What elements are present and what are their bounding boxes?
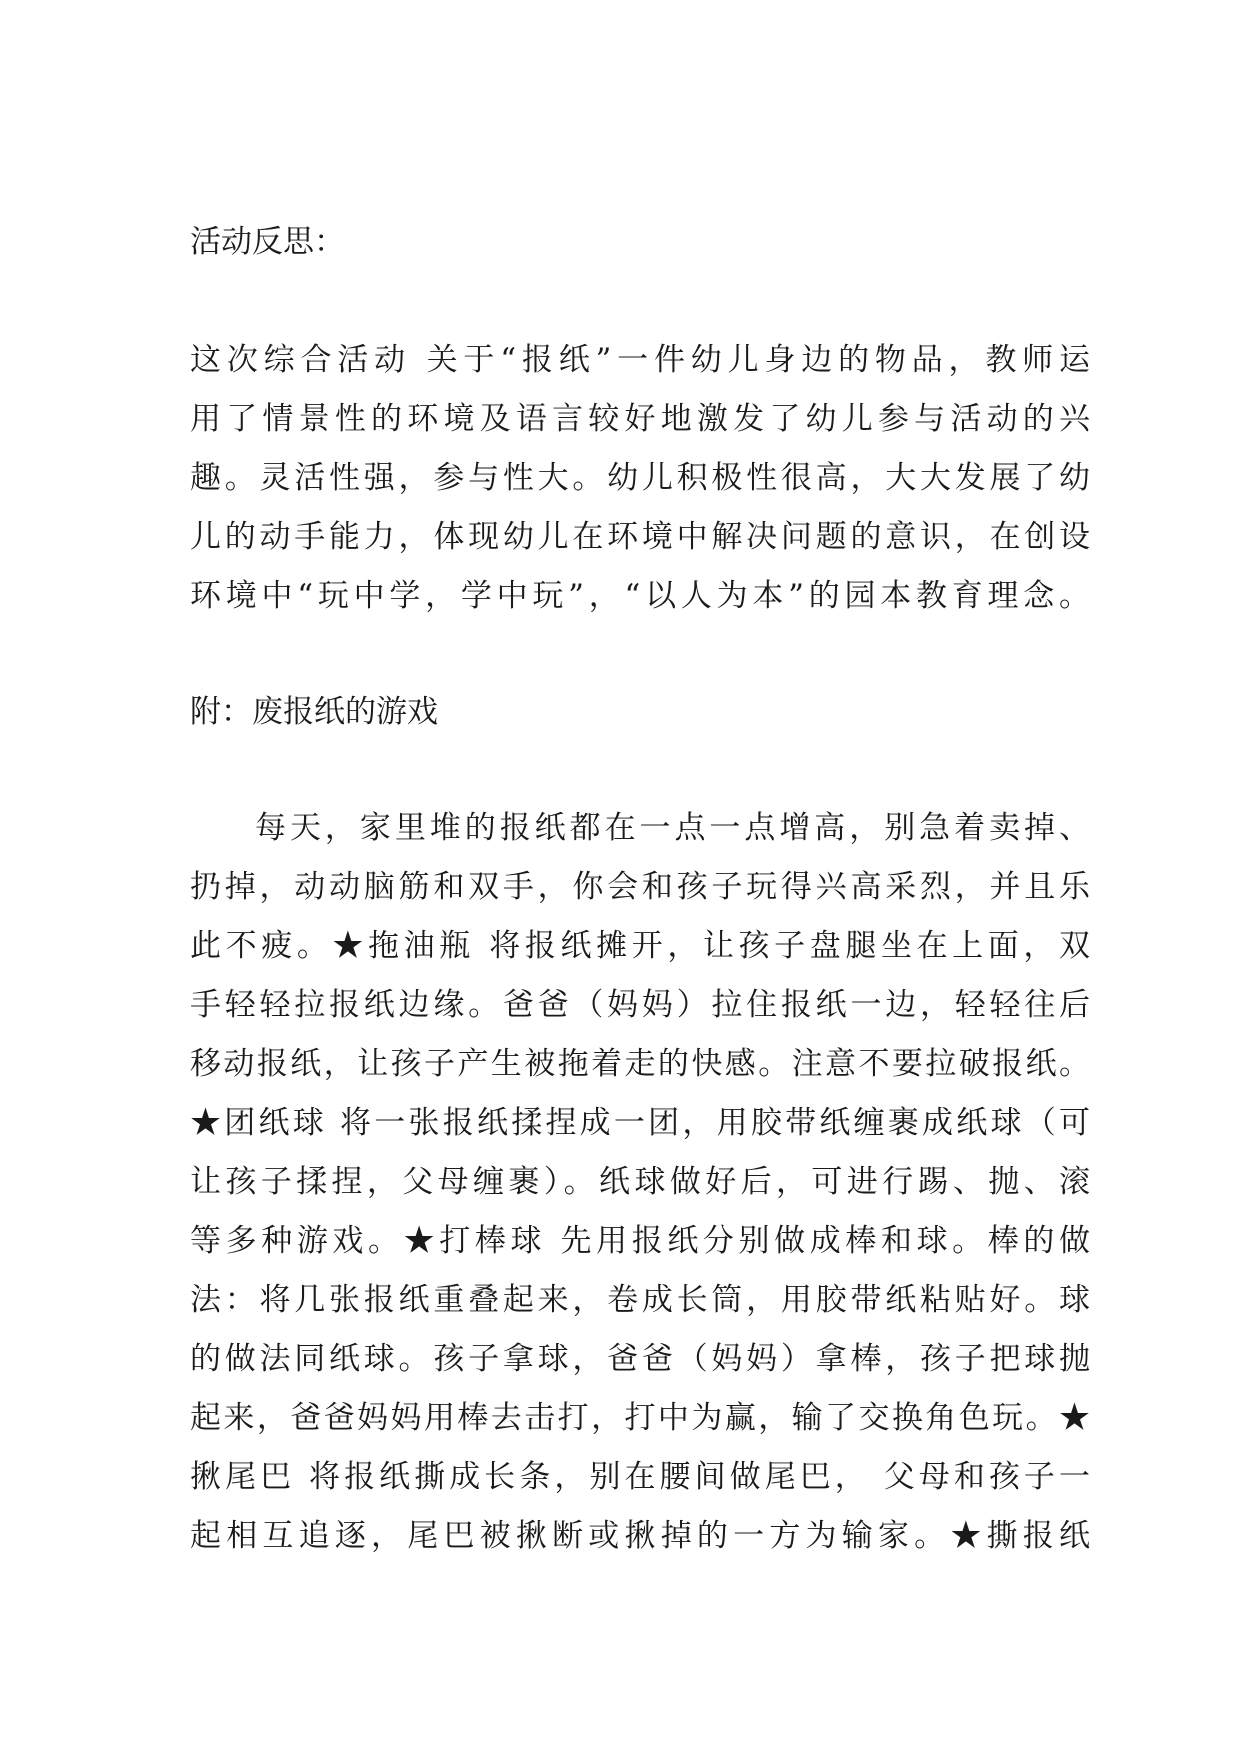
appendix-line: 等多种游戏。★打棒球 先用报纸分别做成棒和球。棒的做 xyxy=(190,1223,1090,1259)
appendix-line: 手轻轻拉报纸边缘。爸爸（妈妈）拉住报纸一边，轻轻往后 xyxy=(190,987,1090,1023)
reflection-line: 趣。灵活性强，参与性大。幼儿积极性很高，大大发展了幼 xyxy=(190,460,1090,496)
reflection-line: 环境中“玩中学，学中玩”，“以人为本”的园本教育理念。 xyxy=(190,578,1090,614)
appendix-line: 让孩子揉捏，父母缠裹）。纸球做好后，可进行踢、抛、滚 xyxy=(190,1164,1090,1200)
appendix-line: 的做法同纸球。孩子拿球，爸爸（妈妈）拿棒，孩子把球抛 xyxy=(190,1341,1090,1377)
appendix-line: 起来，爸爸妈妈用棒去击打，打中为赢，输了交换角色玩。★ xyxy=(190,1400,1090,1436)
reflection-line: 儿的动手能力，体现幼儿在环境中解决问题的意识，在创设 xyxy=(190,519,1090,555)
appendix-line: 每天，家里堆的报纸都在一点一点增高，别急着卖掉、 xyxy=(255,810,1090,846)
appendix-line: 移动报纸，让孩子产生被拖着走的快感。注意不要拉破报纸。 xyxy=(190,1046,1090,1082)
appendix-line: 扔掉，动动脑筋和双手，你会和孩子玩得兴高采烈，并且乐 xyxy=(190,869,1090,905)
appendix-line: 起相互追逐，尾巴被揪断或揪掉的一方为输家。★撕报纸 xyxy=(190,1518,1090,1554)
appendix-line: 揪尾巴 将报纸撕成长条，别在腰间做尾巴， 父母和孩子一 xyxy=(190,1459,1090,1495)
heading-reflection: 活动反思： xyxy=(190,224,345,260)
appendix-line: 此不疲。★拖油瓶 将报纸摊开，让孩子盘腿坐在上面，双 xyxy=(190,928,1090,964)
appendix-line: 法：将几张报纸重叠起来，卷成长筒，用胶带纸粘贴好。球 xyxy=(190,1282,1090,1318)
appendix-line: ★团纸球 将一张报纸揉捏成一团，用胶带纸缠裹成纸球（可 xyxy=(190,1105,1090,1141)
reflection-line: 这次综合活动 关于“报纸”一件幼儿身边的物品，教师运 xyxy=(190,342,1090,378)
reflection-line: 用了情景性的环境及语言较好地激发了幼儿参与活动的兴 xyxy=(190,401,1090,437)
heading-appendix: 附：废报纸的游戏 xyxy=(190,694,438,730)
